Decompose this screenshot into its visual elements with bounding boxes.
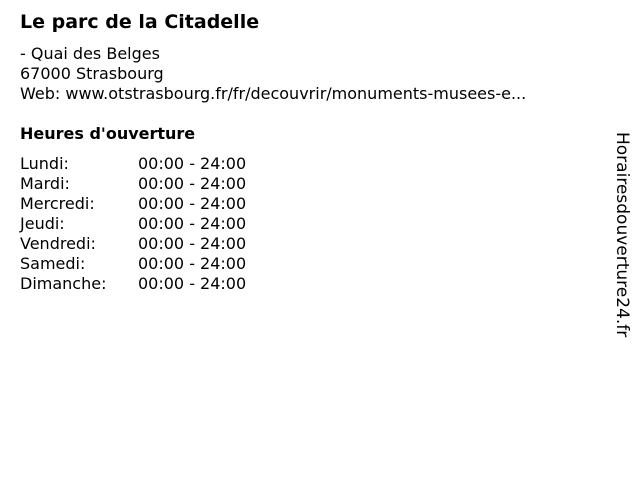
hours-row-saturday	[20, 254, 280, 274]
place-title: Le parc de la Citadelle	[20, 11, 260, 33]
hours-row-monday	[20, 154, 280, 174]
address-street: - Quai des Belges	[20, 44, 160, 63]
address-city: 67000 Strasbourg	[20, 64, 164, 83]
hours-row-wednesday	[20, 194, 280, 214]
address-block	[20, 44, 526, 104]
hours-row-sunday	[20, 274, 280, 294]
web-link[interactable]: www.otstrasbourg.fr/fr/decouvrir/monuments-musees-e...	[65, 84, 527, 103]
hours-row-friday	[20, 234, 280, 254]
hours-row-thursday	[20, 214, 280, 234]
time-range: 00:00 - 24:00	[138, 274, 247, 293]
web-label: Web:	[20, 84, 61, 103]
time-range: 00:00 - 24:00	[138, 174, 247, 193]
day-label: Samedi:	[20, 254, 86, 273]
time-range: 00:00 - 24:00	[138, 214, 247, 233]
opening-hours-table	[20, 154, 280, 294]
hours-row-tuesday	[20, 174, 280, 194]
site-brand-watermark: Horairesdouverture24.fr	[612, 132, 632, 338]
day-label: Mardi:	[20, 174, 70, 193]
time-range: 00:00 - 24:00	[138, 194, 247, 213]
day-label: Mercredi:	[20, 194, 95, 213]
day-label: Vendredi:	[20, 234, 96, 253]
day-label: Lundi:	[20, 154, 69, 173]
day-label: Jeudi:	[20, 214, 65, 233]
time-range: 00:00 - 24:00	[138, 254, 247, 273]
time-range: 00:00 - 24:00	[138, 234, 247, 253]
day-label: Dimanche:	[20, 274, 107, 293]
time-range: 00:00 - 24:00	[138, 154, 247, 173]
opening-hours-heading: Heures d'ouverture	[20, 124, 196, 143]
web-line	[20, 84, 526, 104]
